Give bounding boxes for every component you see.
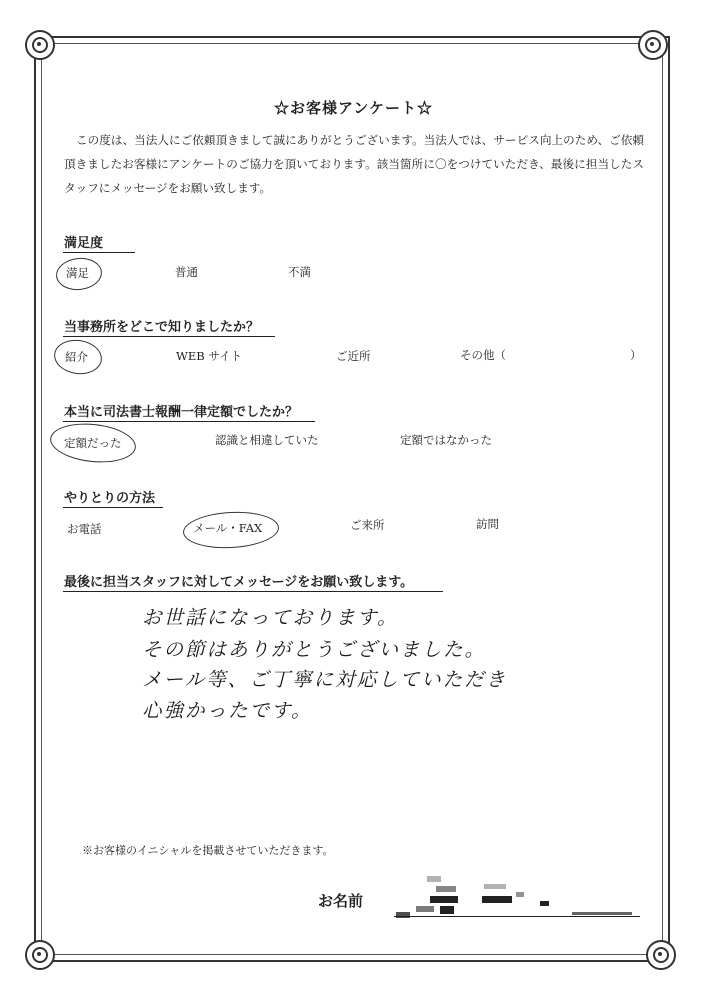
option-odenwa[interactable]: お電話 (67, 522, 102, 536)
section-heading-message: 最後に担当スタッフに対してメッセージをお願い致します。 (64, 575, 414, 590)
corner-ornament-bottom-left (25, 940, 55, 970)
option-gokinjo[interactable]: ご近所 (336, 349, 371, 363)
section-heading-fixed-fee: 本当に司法書士報酬一律定額でしたか？ (64, 405, 299, 420)
option-sonota-close: ） (630, 348, 642, 362)
section-underline (63, 591, 443, 592)
section-underline (63, 507, 163, 508)
option-houmon[interactable]: 訪問 (476, 517, 499, 531)
section-heading-referral: 当事務所をどこで知りましたか？ (64, 320, 260, 335)
initials-note: ※お客様のイニシャルを掲載させていただきます。 (82, 844, 334, 857)
option-teigaku-nakatta[interactable]: 定額ではなかった (400, 433, 492, 447)
option-souiteita[interactable]: 認識と相違していた (215, 433, 319, 447)
option-sonota[interactable]: その他（ (460, 348, 506, 362)
option-shoukai[interactable]: 紹介 (65, 350, 88, 364)
corner-ornament-bottom-right (646, 940, 676, 970)
name-underline (394, 916, 640, 917)
corner-ornament-top-left (25, 30, 55, 60)
name-label: お名前 (318, 892, 364, 910)
section-underline (63, 252, 135, 253)
option-mail-fax[interactable]: メール・FAX (193, 521, 263, 535)
corner-ornament-top-right (638, 30, 668, 60)
option-web-site[interactable]: WEB サイト (176, 349, 243, 363)
section-heading-contact-method: やりとりの方法 (64, 491, 156, 506)
section-underline (63, 421, 315, 422)
handwritten-message-line: メール等、ご丁寧に対応していただき (142, 668, 508, 691)
intro-text: この度は、当法人にご依頼頂きまして誠にありがとうございます。当法人では、サービス向上のため、ご依頼頂きましたお客様にアンケートのご協力を頂いております。該当箇所に〇をつけていただき、最後に担当したスタッフにメッセージをお願い致します。 (64, 133, 644, 195)
option-futsuu[interactable]: 普通 (175, 265, 198, 279)
handwritten-message-line: 心強かったです。 (142, 699, 313, 722)
section-underline (63, 336, 275, 337)
option-manzoku[interactable]: 満足 (66, 266, 89, 280)
survey-title: ☆お客様アンケート☆ (273, 99, 434, 117)
section-heading-satisfaction: 満足度 (64, 236, 104, 251)
handwritten-message-line: お世話になっております。 (142, 606, 399, 629)
handwritten-message-line: その節はありがとうございました。 (142, 638, 487, 661)
option-fuman[interactable]: 不満 (288, 265, 311, 279)
option-goraisho[interactable]: ご来所 (350, 518, 385, 532)
option-teigaku-datta[interactable]: 定額だった (64, 436, 122, 450)
